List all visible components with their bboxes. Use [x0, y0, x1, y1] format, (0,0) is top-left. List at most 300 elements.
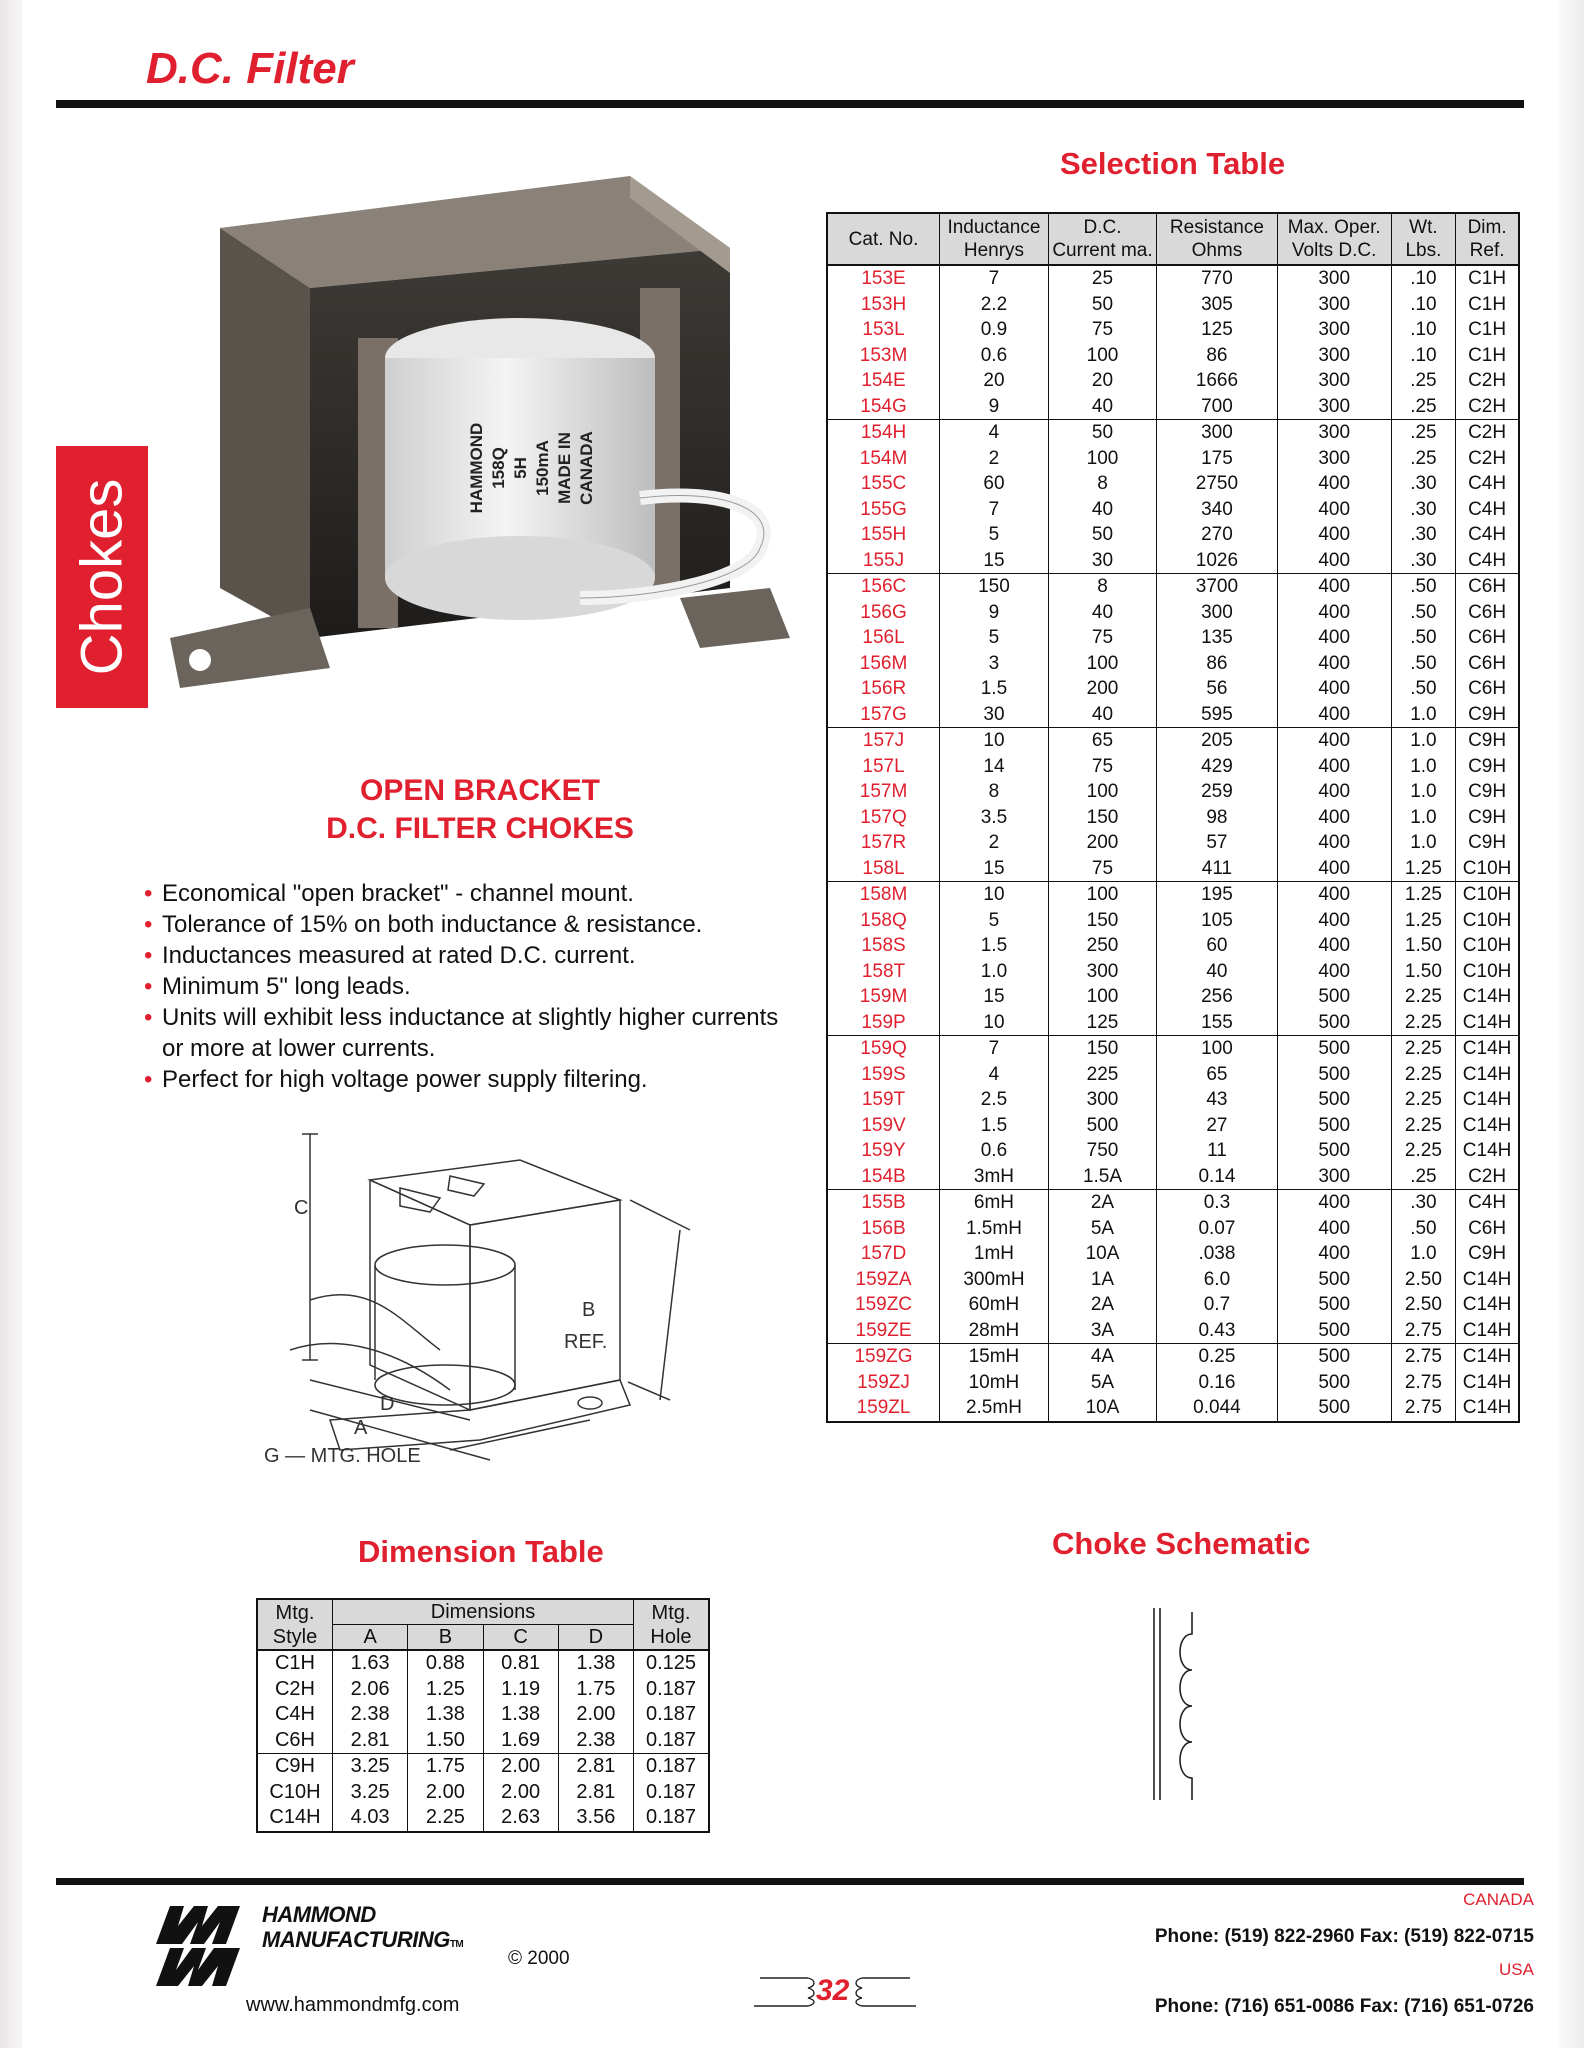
selection-row [827, 959, 1519, 985]
selection-cell: 2.25 [1391, 984, 1456, 1010]
selection-cell: 300 [1048, 1087, 1156, 1113]
dimension-cell: 1.50 [408, 1728, 483, 1754]
mtg-style-cell: C14H [257, 1805, 333, 1832]
selection-cell: 5A [1048, 1370, 1156, 1396]
cat-no-cell: 159ZA [855, 1268, 912, 1290]
selection-cell: 4 [940, 1062, 1049, 1088]
selection-cell: C2H [1456, 420, 1519, 446]
selection-row [827, 1010, 1519, 1036]
dimension-cell: 3.56 [558, 1805, 633, 1832]
selection-cell: 400 [1277, 676, 1391, 702]
selection-cell: 150 [1048, 1036, 1156, 1062]
selection-cell: C1H [1456, 343, 1519, 369]
cat-no-cell: 157J [827, 728, 940, 754]
selection-cell: 2.25 [1391, 1138, 1456, 1164]
mtg-style-cell: C9H [257, 1754, 333, 1780]
selection-cell: .25 [1391, 1164, 1456, 1190]
selection-cell: 2.75 [1391, 1370, 1456, 1396]
drawing-label-c: C [294, 1197, 309, 1219]
cat-no-cell: 159ZG [827, 1344, 940, 1370]
dimension-cell: 2.00 [408, 1780, 483, 1806]
hammond-logo-icon [150, 1900, 246, 1992]
selection-cell: 300mH [940, 1267, 1049, 1293]
selection-cell: .50 [1391, 600, 1456, 626]
subheader-d: D [558, 1625, 633, 1651]
selection-cell: .10 [1391, 317, 1456, 343]
usa-contact: Phone: (716) 651-0086 Fax: (716) 651-0726 [1154, 1996, 1534, 2017]
feature-item: • Units will exhibit less inductance at slightly higher currents or more at lower currents. [144, 1002, 784, 1064]
drawing-label-hole: G — MTG. HOLE [264, 1445, 421, 1467]
selection-cell: 10 [940, 728, 1049, 754]
coil-label-line: MADE IN [555, 432, 574, 504]
cat-no-cell: 158L [862, 857, 905, 879]
selection-cell: .30 [1391, 522, 1456, 548]
selection-row [827, 1138, 1519, 1164]
selection-row [827, 779, 1519, 805]
cat-no-cell: 153E [861, 268, 906, 289]
selection-cell: 100 [1048, 446, 1156, 472]
selection-cell: 0.07 [1157, 1216, 1278, 1242]
selection-cell: C14H [1456, 1292, 1519, 1318]
selection-cell: 75 [1048, 625, 1156, 651]
selection-cell: 7 [940, 497, 1049, 523]
section-tab [56, 446, 148, 708]
dimension-cell: 0.187 [634, 1728, 710, 1754]
mtg-style-cell: C1H [257, 1650, 333, 1677]
selection-cell: C1H [1456, 265, 1519, 292]
dimension-cell: 1.38 [408, 1702, 483, 1728]
dimension-cell: 0.187 [634, 1754, 710, 1780]
selection-cell: 300 [1277, 1164, 1391, 1190]
cat-no-cell: 157Q [860, 806, 907, 828]
selection-cell: .038 [1157, 1241, 1278, 1267]
feature-item: • Tolerance of 15% on both inductance & resistance. [144, 909, 784, 940]
selection-cell: 1A [1048, 1267, 1156, 1293]
selection-cell: 300 [1277, 265, 1391, 292]
selection-row [827, 1062, 1519, 1088]
selection-cell: 400 [1277, 1216, 1391, 1242]
selection-cell: 30 [1048, 548, 1156, 574]
product-title-line: D.C. FILTER CHOKES [326, 812, 634, 845]
selection-cell: 75 [1048, 856, 1156, 882]
selection-cell: C4H [1456, 471, 1519, 497]
selection-cell: 1.5mH [940, 1216, 1049, 1242]
selection-cell: 500 [1277, 984, 1391, 1010]
selection-cell: 400 [1277, 1190, 1391, 1216]
selection-cell: 50 [1048, 522, 1156, 548]
selection-cell: 1.0 [1391, 754, 1456, 780]
selection-cell: 700 [1157, 394, 1278, 420]
selection-cell: 400 [1277, 702, 1391, 728]
website-link[interactable]: www.hammondmfg.com [246, 1994, 460, 2016]
selection-cell: 0.6 [940, 1138, 1049, 1164]
selection-cell: C9H [1456, 779, 1519, 805]
selection-cell: 400 [1277, 471, 1391, 497]
selection-cell: C4H [1456, 1190, 1519, 1216]
dimension-row [257, 1780, 709, 1806]
selection-row [827, 651, 1519, 677]
selection-cell: 135 [1157, 625, 1278, 651]
dimension-row [257, 1754, 709, 1780]
company-name-line: MANUFACTURINGTM [262, 1927, 464, 1952]
coil-label-line: 5H [511, 457, 530, 479]
cat-no-cell: 153H [860, 293, 907, 315]
selection-cell: C9H [1456, 1241, 1519, 1267]
selection-cell: C10H [1456, 882, 1519, 908]
selection-cell: 300 [1048, 959, 1156, 985]
product-photo [160, 168, 790, 688]
selection-table-title: Selection Table [1060, 146, 1286, 181]
cat-no-cell: 158Q [860, 909, 907, 931]
selection-cell: 500 [1277, 1370, 1391, 1396]
selection-cell: 750 [1048, 1138, 1156, 1164]
selection-row [827, 317, 1519, 343]
dimension-cell: 0.187 [634, 1780, 710, 1806]
selection-cell: 500 [1277, 1087, 1391, 1113]
selection-cell: C4H [1456, 497, 1519, 523]
cat-no-cell: 159ZL [856, 1397, 911, 1418]
selection-row [827, 548, 1519, 574]
selection-cell: 0.25 [1157, 1344, 1278, 1370]
selection-cell: 400 [1277, 779, 1391, 805]
selection-cell: 400 [1277, 933, 1391, 959]
selection-cell: .50 [1391, 676, 1456, 702]
company-name-line: HAMMOND [262, 1902, 376, 1927]
cat-no-cell: 156L [862, 627, 905, 648]
dimension-cell: 2.06 [333, 1677, 408, 1703]
selection-cell: 1.5 [940, 676, 1049, 702]
selection-cell: .30 [1391, 471, 1456, 497]
selection-cell: C2H [1456, 446, 1519, 472]
selection-cell: C9H [1456, 830, 1519, 856]
selection-cell: 500 [1277, 1113, 1391, 1139]
cat-no-cell: 157G [860, 703, 907, 725]
selection-cell: 500 [1277, 1138, 1391, 1164]
selection-row [827, 471, 1519, 497]
selection-cell: C9H [1456, 805, 1519, 831]
selection-cell: 40 [1048, 394, 1156, 420]
selection-row [827, 265, 1519, 292]
selection-row [827, 600, 1519, 626]
dimension-table-title: Dimension Table [358, 1534, 604, 1569]
selection-row [827, 497, 1519, 523]
selection-cell: 0.9 [940, 317, 1049, 343]
dimension-cell: 2.38 [333, 1702, 408, 1728]
selection-row [827, 728, 1519, 754]
selection-cell: 2.5mH [940, 1395, 1049, 1422]
selection-cell: 50 [1048, 420, 1156, 446]
selection-row [827, 1318, 1519, 1344]
selection-cell: 2.50 [1391, 1267, 1456, 1293]
dimension-cell: 1.75 [408, 1754, 483, 1780]
selection-cell: .10 [1391, 343, 1456, 369]
selection-cell: 105 [1157, 908, 1278, 934]
selection-row [827, 1395, 1519, 1422]
dimension-cell: 2.81 [558, 1754, 633, 1780]
selection-cell: 500 [1277, 1062, 1391, 1088]
selection-cell: 400 [1277, 959, 1391, 985]
selection-cell: 30 [940, 702, 1049, 728]
selection-cell: .10 [1391, 265, 1456, 292]
page-number [750, 1972, 920, 2012]
selection-cell: 259 [1157, 779, 1278, 805]
company-name [262, 1902, 463, 1957]
selection-cell: 20 [1048, 368, 1156, 394]
selection-cell: 400 [1277, 651, 1391, 677]
cat-no-cell: 153L [862, 319, 905, 340]
selection-cell: 300 [1157, 420, 1278, 446]
selection-row [827, 830, 1519, 856]
feature-item: • Minimum 5" long leads. [144, 971, 784, 1002]
selection-cell: 9 [940, 600, 1049, 626]
coil-label-line: CANADA [577, 431, 596, 505]
selection-cell: 400 [1277, 548, 1391, 574]
dimension-header-row [257, 1599, 709, 1625]
selection-cell: C4H [1456, 522, 1519, 548]
dimension-cell: 0.125 [634, 1650, 710, 1677]
selection-cell: 300 [1277, 317, 1391, 343]
selection-row [827, 908, 1519, 934]
selection-cell: 1.50 [1391, 959, 1456, 985]
selection-cell: C6H [1456, 600, 1519, 626]
selection-cell: 3 [940, 651, 1049, 677]
drawing-label-d: D [380, 1393, 395, 1415]
usa-label: USA [1499, 1960, 1534, 1979]
selection-cell: 0.43 [1157, 1318, 1278, 1344]
selection-cell: 429 [1157, 754, 1278, 780]
selection-cell: .10 [1391, 292, 1456, 318]
selection-cell: .30 [1391, 1190, 1456, 1216]
selection-cell: 5 [940, 522, 1049, 548]
cat-no-cell: 159ZJ [857, 1371, 910, 1393]
dimension-cell: 3.25 [333, 1754, 408, 1780]
product-title-line: OPEN BRACKET [359, 774, 600, 807]
schematic-title: Choke Schematic [1052, 1526, 1311, 1561]
selection-cell: 14 [940, 754, 1049, 780]
selection-cell: 125 [1048, 1010, 1156, 1036]
copyright: © 2000 [508, 1948, 570, 1969]
selection-cell: 300 [1277, 368, 1391, 394]
selection-row [827, 754, 1519, 780]
selection-cell: 400 [1277, 805, 1391, 831]
selection-cell: 2.25 [1391, 1010, 1456, 1036]
selection-cell: 400 [1277, 522, 1391, 548]
dimension-cell: 0.88 [408, 1650, 483, 1677]
selection-row [827, 292, 1519, 318]
mtg-style-cell: C6H [257, 1728, 333, 1754]
selection-cell: 300 [1277, 446, 1391, 472]
selection-cell: 0.3 [1157, 1190, 1278, 1216]
selection-cell: C14H [1456, 1036, 1519, 1062]
dimension-table [256, 1598, 710, 1833]
subheader-b: B [408, 1625, 483, 1651]
selection-cell: C14H [1456, 1344, 1519, 1370]
selection-cell: 65 [1157, 1062, 1278, 1088]
selection-row [827, 1087, 1519, 1113]
cat-no-cell: 155C [860, 473, 907, 494]
selection-cell: C2H [1456, 394, 1519, 420]
selection-cell: .25 [1391, 420, 1456, 446]
selection-cell: 340 [1157, 497, 1278, 523]
choke-schematic-symbol [1148, 1604, 1198, 1804]
selection-cell: .50 [1391, 625, 1456, 651]
selection-cell: C6H [1456, 676, 1519, 702]
selection-cell: 0.7 [1157, 1292, 1278, 1318]
selection-cell: 11 [1157, 1138, 1278, 1164]
subheader-c: C [483, 1625, 558, 1651]
header-mtg-style: Mtg. Style [257, 1599, 333, 1650]
dimension-row [257, 1702, 709, 1728]
selection-cell: 4A [1048, 1344, 1156, 1370]
selection-cell: 8 [1048, 574, 1156, 600]
subheader-a: A [333, 1625, 408, 1651]
selection-cell: 500 [1277, 1344, 1391, 1370]
cat-no-cell: 158S [861, 935, 906, 956]
selection-row [827, 1292, 1519, 1318]
selection-cell: C14H [1456, 1113, 1519, 1139]
cat-no-cell: 156G [860, 601, 907, 623]
cat-no-cell: 156M [859, 652, 908, 674]
dimension-row [257, 1650, 709, 1677]
mtg-style-cell: C2H [257, 1677, 333, 1703]
selection-row [827, 805, 1519, 831]
selection-cell: C10H [1456, 933, 1519, 959]
selection-cell: 5A [1048, 1216, 1156, 1242]
dimension-cell: 2.00 [558, 1702, 633, 1728]
dimension-drawing [250, 1120, 710, 1500]
dimension-cell: 1.38 [483, 1702, 558, 1728]
selection-cell: C14H [1456, 984, 1519, 1010]
header-weight: Wt. Lbs. [1391, 213, 1456, 265]
selection-cell: 4 [940, 420, 1049, 446]
cat-no-cell: 155G [860, 498, 907, 520]
selection-row [827, 625, 1519, 651]
selection-cell: 2 [940, 446, 1049, 472]
coil-label-line: 150mA [533, 440, 552, 496]
selection-cell: 300 [1277, 420, 1391, 446]
dimension-cell: 2.00 [483, 1780, 558, 1806]
selection-cell: C1H [1456, 292, 1519, 318]
selection-cell: 150 [1048, 908, 1156, 934]
feature-list [144, 878, 784, 1095]
selection-cell: 400 [1277, 1241, 1391, 1267]
selection-cell: 15 [940, 984, 1049, 1010]
cat-no-cell: 156C [827, 574, 940, 600]
selection-cell: C6H [1456, 625, 1519, 651]
selection-cell: 43 [1157, 1087, 1278, 1113]
selection-cell: 9 [940, 394, 1049, 420]
selection-cell: 1666 [1157, 368, 1278, 394]
trademark-mark: TM [449, 1939, 464, 1950]
selection-cell: 15 [940, 856, 1049, 882]
coil-label-line: 158Q [489, 447, 508, 489]
selection-cell: 1026 [1157, 548, 1278, 574]
selection-cell: 400 [1277, 600, 1391, 626]
selection-cell: C14H [1456, 1267, 1519, 1293]
selection-cell: 1.50 [1391, 933, 1456, 959]
selection-cell: 270 [1157, 522, 1278, 548]
selection-cell: 400 [1277, 574, 1391, 600]
selection-cell: 6mH [940, 1190, 1049, 1216]
dimension-cell: 1.38 [558, 1650, 633, 1677]
feature-item: • Perfect for high voltage power supply filtering. [144, 1064, 784, 1095]
selection-row [827, 343, 1519, 369]
selection-cell: 205 [1157, 728, 1278, 754]
selection-cell: 100 [1048, 779, 1156, 805]
selection-cell: 60 [940, 471, 1049, 497]
selection-cell: C10H [1456, 856, 1519, 882]
selection-cell: .25 [1391, 394, 1456, 420]
drawing-label-ref: REF. [564, 1331, 608, 1353]
selection-row [827, 1241, 1519, 1267]
cat-no-cell: 157D [860, 1243, 907, 1264]
cat-no-cell: 157R [860, 832, 907, 853]
selection-cell: 300 [1157, 600, 1278, 626]
selection-cell: 40 [1157, 959, 1278, 985]
selection-cell: 100 [1157, 1036, 1278, 1062]
selection-cell: 200 [1048, 830, 1156, 856]
header-dim-ref: Dim. Ref. [1456, 213, 1519, 265]
selection-row [827, 1036, 1519, 1062]
selection-cell: 100 [1048, 882, 1156, 908]
selection-cell: 300 [1277, 394, 1391, 420]
selection-cell: 1.0 [940, 959, 1049, 985]
selection-cell: 1.5A [1048, 1164, 1156, 1190]
selection-cell: 411 [1157, 856, 1278, 882]
mtg-style-cell: C4H [257, 1702, 333, 1728]
header-rule [56, 100, 1524, 108]
drawing-label-b: B [582, 1299, 596, 1321]
selection-cell: 8 [1048, 471, 1156, 497]
selection-cell: C4H [1456, 548, 1519, 574]
selection-cell: 56 [1157, 676, 1278, 702]
selection-cell: 10 [940, 882, 1049, 908]
selection-cell: 5 [940, 625, 1049, 651]
selection-cell: .50 [1391, 1216, 1456, 1242]
selection-cell: 2.2 [940, 292, 1049, 318]
selection-cell: C2H [1456, 1164, 1519, 1190]
selection-cell: 595 [1157, 702, 1278, 728]
dimension-cell: 1.75 [558, 1677, 633, 1703]
selection-cell: 3A [1048, 1318, 1156, 1344]
selection-cell: C14H [1456, 1370, 1519, 1396]
selection-cell: 40 [1048, 497, 1156, 523]
selection-cell: 27 [1157, 1113, 1278, 1139]
scan-edge-right [1558, 0, 1584, 2048]
selection-cell: .30 [1391, 497, 1456, 523]
selection-cell: 57 [1157, 830, 1278, 856]
selection-cell: 500 [1277, 1036, 1391, 1062]
selection-cell: 300 [1277, 292, 1391, 318]
selection-cell: .50 [1391, 574, 1456, 600]
selection-row [827, 420, 1519, 446]
dimension-cell: 2.00 [483, 1754, 558, 1780]
selection-cell: C14H [1456, 1087, 1519, 1113]
selection-row [827, 1113, 1519, 1139]
dimension-cell: 1.63 [333, 1650, 408, 1677]
header-volts: Max. Oper. Volts D.C. [1277, 213, 1391, 265]
selection-cell: 8 [940, 779, 1049, 805]
dimension-table-body [257, 1650, 709, 1832]
canada-contact: Phone: (519) 822-2960 Fax: (519) 822-0715 [1154, 1926, 1534, 1947]
selection-cell: 2.25 [1391, 1036, 1456, 1062]
dimension-cell: 1.19 [483, 1677, 558, 1703]
cat-no-cell: 158M [827, 882, 940, 908]
cat-no-cell: 156R [860, 678, 907, 699]
selection-cell: 500 [1277, 1318, 1391, 1344]
selection-cell: 28mH [940, 1318, 1049, 1344]
selection-cell: 86 [1157, 343, 1278, 369]
